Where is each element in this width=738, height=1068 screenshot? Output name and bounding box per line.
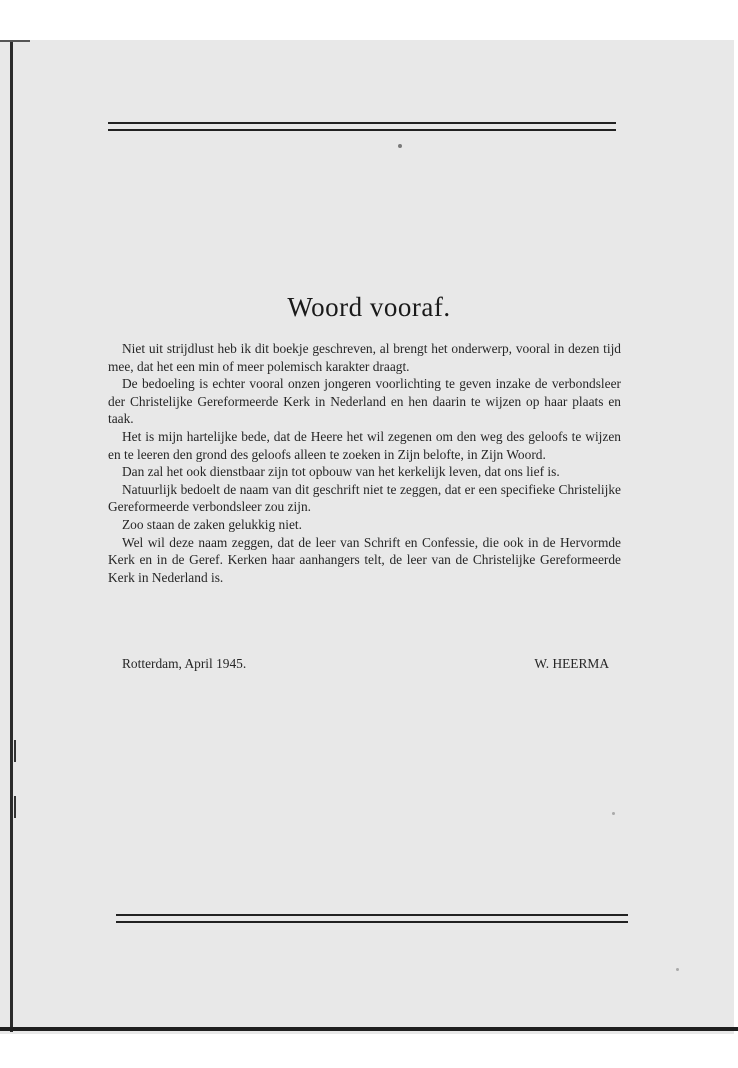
author-name: W. HEERMA: [534, 656, 609, 671]
foreword-body: [108, 340, 621, 586]
bottom-rule-2: [116, 921, 628, 923]
paragraph: Wel wil deze naam zeggen, dat de leer van Schrift en Confessie, die ook in de Hervormde Kerk en in de Geref. Kerken haar aanhangers telt, de leer van de Christelijke Gereformeerde Kerk in Nederland is.: [108, 534, 621, 585]
paragraph: Het is mijn hartelijke bede, dat de Heere het wil zegenen om den weg des geloofs te wijzen en te leeren den grond des geloofs alleen te zoeken in Zijn belofte, in Zijn Woord.: [108, 428, 621, 462]
paragraph: Dan zal het ook dienstbaar zijn tot opbouw van het kerkelijk leven, dat ons lief is.: [122, 464, 560, 480]
bottom-edge: [0, 1027, 738, 1031]
top-edge: [0, 40, 30, 42]
ink-speck: [612, 812, 615, 815]
top-rule-2: [108, 129, 616, 131]
paragraph: Zoo staan de zaken gelukkig niet.: [122, 516, 302, 532]
paragraph: Niet uit strijdlust heb ik dit boekje geschreven, al brengt het onderwerp, vooral in dezen tijd mee, dat het een min of meer polemisch karakter draagt.: [108, 341, 621, 374]
signature-row: [122, 656, 609, 672]
spine-binding-line: [10, 42, 13, 1032]
top-rule-1: [108, 122, 616, 124]
ink-speck: [676, 968, 679, 971]
binding-mark: [14, 796, 24, 818]
page-title: Woord vooraf.: [287, 292, 451, 322]
place-date: Rotterdam, April 1945.: [122, 656, 247, 671]
paragraph: Natuurlijk bedoelt de naam van dit geschrift niet te zeggen, dat er een specifieke Christelijke Gereformeerde verbondsleer zou zijn.: [108, 481, 621, 515]
binding-mark: [14, 740, 24, 762]
bottom-rule-1: [116, 914, 628, 916]
ink-speck: [398, 144, 402, 148]
paragraph: De bedoeling is echter vooral onzen jongeren voorlichting te geven inzake de verbondsleer der Christelijke Gereformeerde Kerk in Nederland en hen daarin te wijzen op haar plaats en taak.: [108, 376, 621, 427]
